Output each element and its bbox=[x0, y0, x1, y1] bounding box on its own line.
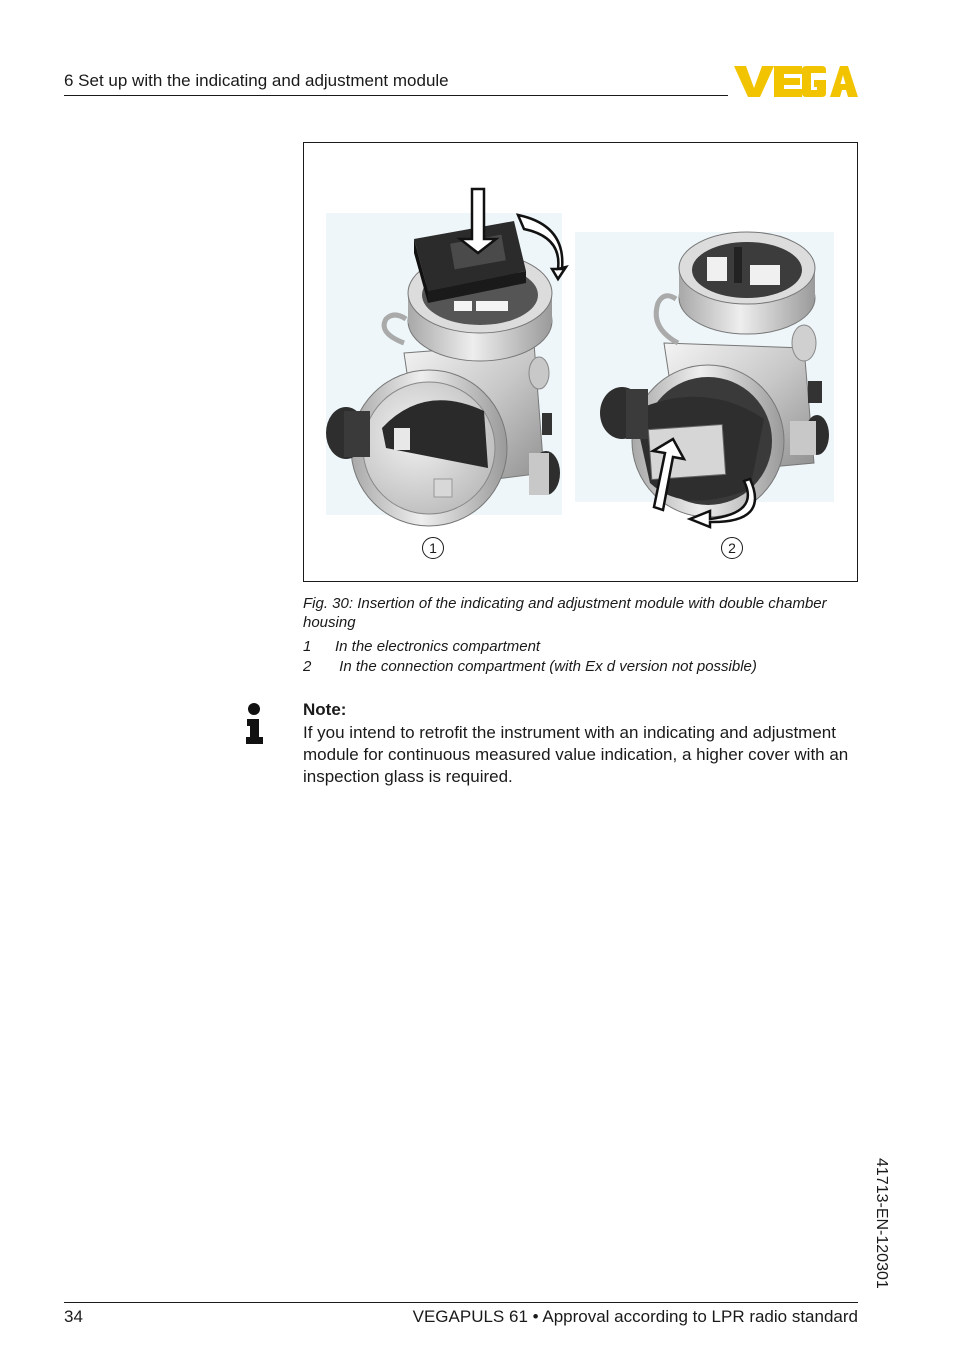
note-title: Note: bbox=[303, 700, 347, 719]
callout-1: 1 bbox=[422, 537, 444, 559]
legend-item bbox=[303, 658, 757, 675]
legend-number: 1 bbox=[303, 638, 312, 655]
document-code: 41713-EN-120301 bbox=[873, 1158, 890, 1289]
note-text: If you intend to retrofit the instrument with an indicating and adjustment module for continuous measured value indication, a higher cover with an inspection glass is required. bbox=[303, 723, 849, 786]
legend-text: In the electronics compartment bbox=[335, 638, 541, 655]
vega-logo bbox=[734, 62, 858, 100]
footer-divider bbox=[64, 1302, 858, 1303]
info-icon bbox=[244, 703, 266, 745]
running-header: 6 Set up with the indicating and adjustment module bbox=[64, 71, 449, 90]
callout-2: 2 bbox=[721, 537, 743, 559]
legend-text: In the connection compartment (with Ex d version not possible) bbox=[335, 658, 757, 675]
header-divider bbox=[64, 95, 728, 96]
figure-caption: Fig. 30: Insertion of the indicating and adjustment module with double chamber housing bbox=[303, 595, 827, 631]
legend-number: 2 bbox=[303, 658, 312, 675]
footer-title: VEGAPULS 61 • Approval according to LPR radio standard bbox=[412, 1307, 858, 1326]
page-number: 34 bbox=[64, 1307, 83, 1326]
housing-illustration bbox=[304, 143, 857, 581]
legend-item bbox=[303, 638, 540, 655]
figure-frame bbox=[303, 142, 858, 582]
